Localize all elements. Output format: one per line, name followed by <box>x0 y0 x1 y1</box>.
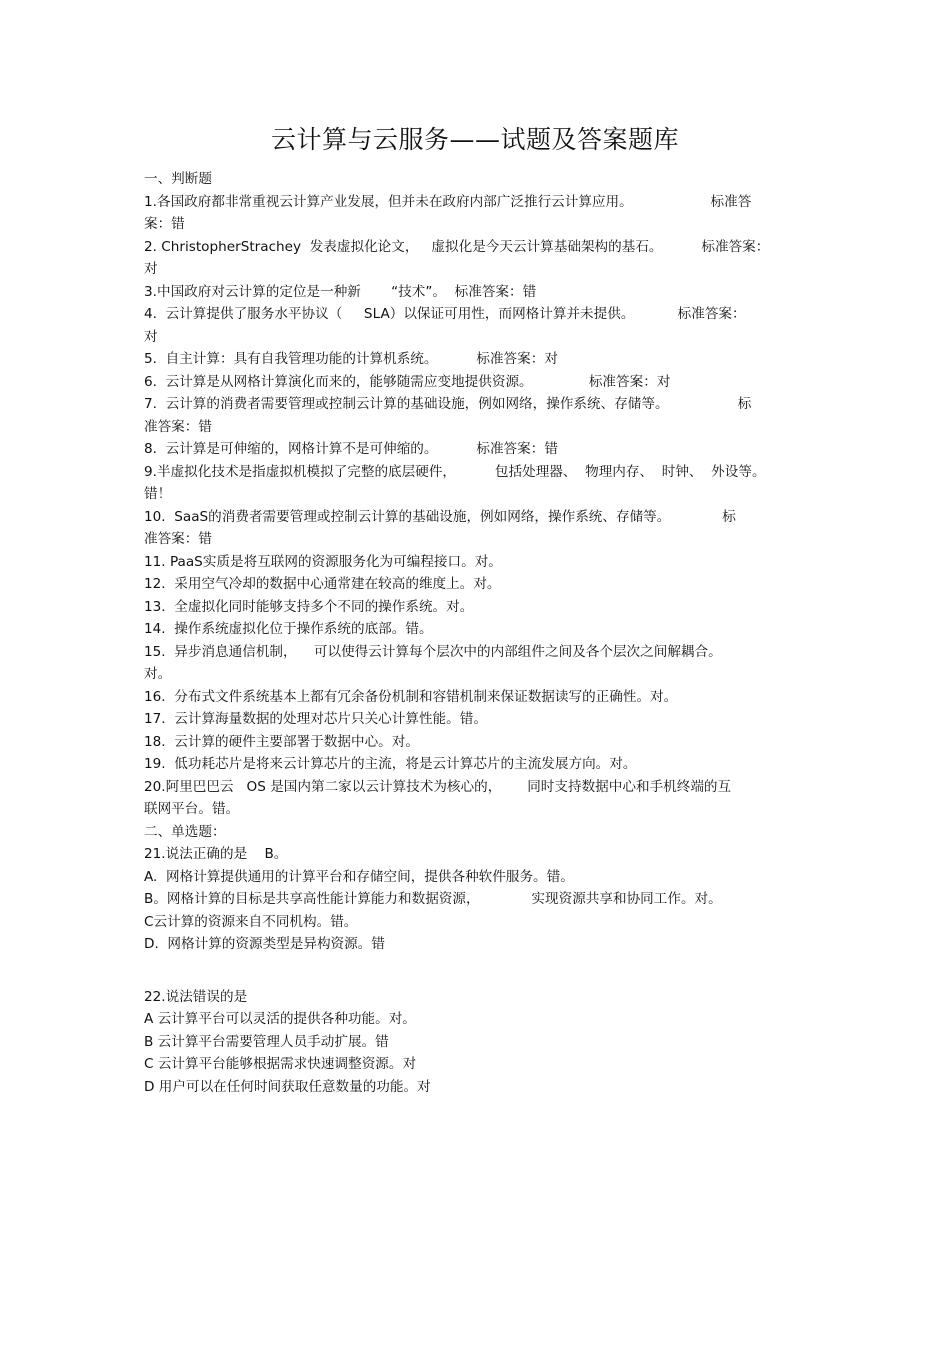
text-line: 6. 云计算是从网格计算演化而来的，能够随需应变地提供资源。 标准答案：对 <box>144 373 671 390</box>
text-line: 20.阿里巴巴云 OS 是国内第二家以云计算技术为核心的， 同时支持数据中心和手机终端的互 <box>144 778 732 795</box>
text-line: 4. 云计算提供了服务水平协议（ SLA）以保证可用性，而网格计算并未提供。 标准答案： <box>144 306 746 322</box>
text-line: 19. 低功耗芯片是将来云计算芯片的主流，将是云计算芯片的主流发展方向。对。 <box>144 756 637 772</box>
text-line: C 云计算平台能够根据需求快速调整资源。对 <box>144 1056 417 1072</box>
text-line: C云计算的资源来自不同机构。错。 <box>144 913 358 930</box>
text-line: 8. 云计算是可伸缩的，网格计算不是可伸缩的。 标准答案：错 <box>144 441 558 457</box>
text-line: 9.半虚拟化技术是指虚拟机模拟了完整的底层硬件， 包括处理器、 物理内存、 时钟、 外设等。 <box>144 463 766 480</box>
text-line: 7. 云计算的消费者需要管理或控制云计算的基础设施，例如网络，操作系统、存储等。 标 <box>144 396 752 412</box>
text-line: 案：错 <box>144 216 185 232</box>
text-line: 10. SaaS的消费者需要管理或控制云计算的基础设施，例如网络，操作系统、存储等。 标 <box>144 508 736 525</box>
text-line: 5. 自主计算：具有自我管理功能的计算机系统。 标准答案：对 <box>144 351 558 367</box>
text-line: 18. 云计算的硬件主要部署于数据中心。对。 <box>144 733 419 750</box>
text-line: 准答案：错 <box>144 531 212 547</box>
text-line: A 云计算平台可以灵活的提供各种功能。对。 <box>144 1011 416 1027</box>
text-line: 对 <box>144 328 158 345</box>
text-line <box>144 956 808 986</box>
text-line: 16. 分布式文件系统基本上都有冗余备份机制和容错机制来保证数据读写的正确性。对。 <box>144 688 678 705</box>
text-line: 对 <box>144 261 158 277</box>
text-line: B 云计算平台需要管理人员手动扩展。错 <box>144 1033 389 1050</box>
text-line: B。网格计算的目标是共享高性能计算能力和数据资源， 实现资源共享和协同工作。对。 <box>144 891 722 907</box>
text-line: 错！ <box>144 486 172 502</box>
text-line: 21.说法正确的是 B。 <box>144 846 288 862</box>
text-line: 13. 全虚拟化同时能够支持多个不同的操作系统。对。 <box>144 598 474 615</box>
text-line: 14. 操作系统虚拟化位于操作系统的底部。错。 <box>144 621 433 637</box>
text-line: 12. 采用空气冷却的数据中心通常建在较高的维度上。对。 <box>144 576 501 592</box>
text-line: 22.说法错误的是 <box>144 988 248 1005</box>
document-body <box>144 168 808 1098</box>
text-line: 3.中国政府对云计算的定位是一种新 “技术”。 标准答案：错 <box>144 283 537 300</box>
document-title: 云计算与云服务——试题及答案题库 <box>270 125 679 154</box>
text-line: 1.各国政府都非常重视云计算产业发展，但并未在政府内部广泛推行云计算应用。 标准答 <box>144 193 752 210</box>
text-line: 二、单选题： <box>144 823 226 840</box>
text-line: 对。 <box>144 666 172 682</box>
text-line: D. 网格计算的资源类型是异构资源。错 <box>144 936 385 952</box>
text-line: 17. 云计算海量数据的处理对芯片只关心计算性能。错。 <box>144 711 487 727</box>
text-line: 11. PaaS实质是将互联网的资源服务化为可编程接口。对。 <box>144 553 502 570</box>
text-line: 一、判断题 <box>144 171 212 187</box>
text-line: A. 网格计算提供通用的计算平台和存储空间，提供各种软件服务。错。 <box>144 868 574 885</box>
text-line: 准答案：错 <box>144 418 212 435</box>
text-line: 2. ChristopherStrachey 发表虚拟化论文， 虚拟化是今天云计算基础架构的基石。 标准答案： <box>144 238 770 255</box>
text-line: 联网平台。错。 <box>144 801 240 817</box>
text-line: 15. 异步消息通信机制， 可以使得云计算每个层次中的内部组件之间及各个层次之间解耦合。 <box>144 643 722 660</box>
text-line: D 用户可以在任何时间获取任意数量的功能。对 <box>144 1078 431 1095</box>
